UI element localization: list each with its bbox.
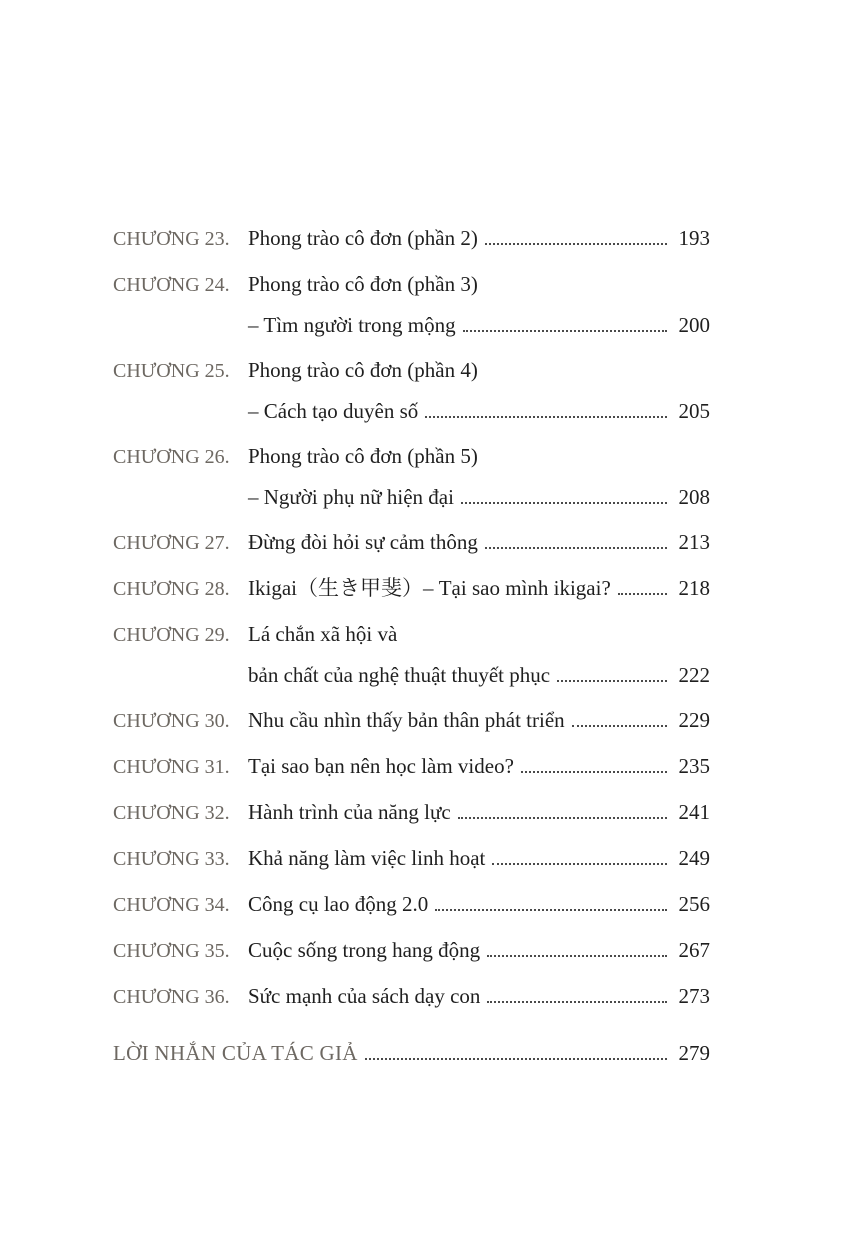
toc-entry [113, 884, 710, 925]
toc-row [113, 614, 710, 655]
toc-entry [113, 614, 710, 695]
toc-row [113, 522, 710, 563]
toc-list [113, 218, 710, 1017]
page-number: 235 [678, 754, 710, 778]
dot-leader [618, 593, 667, 595]
toc-row [113, 838, 710, 879]
chapter-label: CHƯƠNG 34. [113, 894, 230, 916]
chapter-title: Nhu cầu nhìn thấy bản thân phát triển [248, 708, 565, 732]
toc-row [113, 350, 710, 391]
dot-leader [487, 1001, 667, 1003]
toc-row [113, 568, 710, 609]
page-number: 241 [678, 800, 710, 824]
dot-leader [485, 243, 667, 245]
chapter-title: Phong trào cô đơn (phần 5) [248, 444, 478, 468]
toc-row [113, 884, 710, 925]
chapter-title: – Người phụ nữ hiện đại [248, 485, 454, 509]
toc-entry [113, 838, 710, 879]
toc-row [113, 700, 710, 741]
chapter-label: CHƯƠNG 32. [113, 802, 230, 824]
toc-entry [113, 792, 710, 833]
toc-closing-entry [113, 1033, 710, 1073]
page-number: 208 [678, 485, 710, 509]
toc-row [113, 218, 710, 259]
dot-leader [435, 909, 667, 911]
chapter-label: CHƯƠNG 33. [113, 848, 230, 870]
chapter-label: CHƯƠNG 28. [113, 578, 230, 600]
closing-title: LỜI NHẮN CỦA TÁC GIẢ [113, 1041, 358, 1065]
chapter-title: Phong trào cô đơn (phần 2) [248, 226, 478, 250]
dot-leader [485, 547, 667, 549]
toc-entry [113, 976, 710, 1017]
chapter-title: – Tìm người trong mộng [248, 313, 456, 337]
dot-leader [463, 330, 667, 332]
toc-row [113, 264, 710, 305]
dot-leader [425, 416, 667, 418]
dot-leader [521, 771, 667, 773]
page-number: 205 [678, 399, 710, 423]
dot-leader [461, 502, 667, 504]
toc-row [113, 976, 710, 1017]
dot-leader [487, 955, 667, 957]
chapter-title: Phong trào cô đơn (phần 3) [248, 272, 478, 296]
chapter-label: CHƯƠNG 35. [113, 940, 230, 962]
dot-leader [365, 1058, 667, 1060]
page-number: 222 [678, 663, 710, 687]
toc-row [113, 792, 710, 833]
chapter-label: CHƯƠNG 24. [113, 274, 230, 296]
chapter-label: CHƯƠNG 23. [113, 228, 230, 250]
chapter-title: bản chất của nghệ thuật thuyết phục [248, 663, 551, 687]
toc-entry [113, 436, 710, 517]
chapter-label: CHƯƠNG 30. [113, 710, 230, 732]
chapter-title: Đừng đòi hỏi sự cảm thông [248, 530, 478, 554]
toc-entry [113, 568, 710, 609]
chapter-title: Sức mạnh của sách dạy con [248, 984, 481, 1008]
toc-row [113, 477, 710, 517]
page-number: 267 [678, 938, 710, 962]
chapter-label: CHƯƠNG 31. [113, 756, 230, 778]
toc-row [113, 391, 710, 431]
toc-row [113, 930, 710, 971]
toc-row [113, 655, 710, 695]
chapter-title: Công cụ lao động 2.0 [248, 892, 429, 916]
toc-entry [113, 930, 710, 971]
chapter-title: Phong trào cô đơn (phần 4) [248, 358, 478, 382]
page-number: 218 [678, 576, 710, 600]
toc-entry [113, 522, 710, 563]
chapter-title: Ikigai（生き甲斐）– Tại sao mình ikigai? [248, 576, 611, 600]
chapter-title: Tại sao bạn nên học làm video? [248, 754, 514, 778]
dot-leader [572, 725, 667, 727]
chapter-label: CHƯƠNG 36. [113, 986, 230, 1008]
toc-row [113, 746, 710, 787]
chapter-title: Hành trình của năng lực [248, 800, 451, 824]
chapter-label: CHƯƠNG 29. [113, 624, 230, 646]
chapter-title: Khả năng làm việc linh hoạt [248, 846, 486, 870]
toc-row [113, 1033, 710, 1073]
toc-entry [113, 264, 710, 345]
page-number: 200 [678, 313, 710, 337]
page-number: 229 [678, 708, 710, 732]
chapter-label: CHƯƠNG 25. [113, 360, 230, 382]
chapter-label: CHƯƠNG 27. [113, 532, 230, 554]
chapter-title: Cuộc sống trong hang động [248, 938, 481, 962]
page-number: 279 [678, 1041, 710, 1065]
dot-leader [557, 680, 667, 682]
page-number: 193 [678, 226, 710, 250]
page-number: 213 [678, 530, 710, 554]
dot-leader [458, 817, 667, 819]
toc-entry [113, 700, 710, 741]
chapter-title: Lá chắn xã hội và [248, 622, 398, 646]
toc-entry [113, 218, 710, 259]
chapter-label: CHƯƠNG 26. [113, 446, 230, 468]
dot-leader [492, 863, 667, 865]
toc-entry [113, 350, 710, 431]
toc-row [113, 436, 710, 477]
page-number: 273 [678, 984, 710, 1008]
page-number: 249 [678, 846, 710, 870]
page-number: 256 [678, 892, 710, 916]
chapter-title: – Cách tạo duyên số [248, 399, 419, 423]
toc-row [113, 305, 710, 345]
toc-entry [113, 746, 710, 787]
